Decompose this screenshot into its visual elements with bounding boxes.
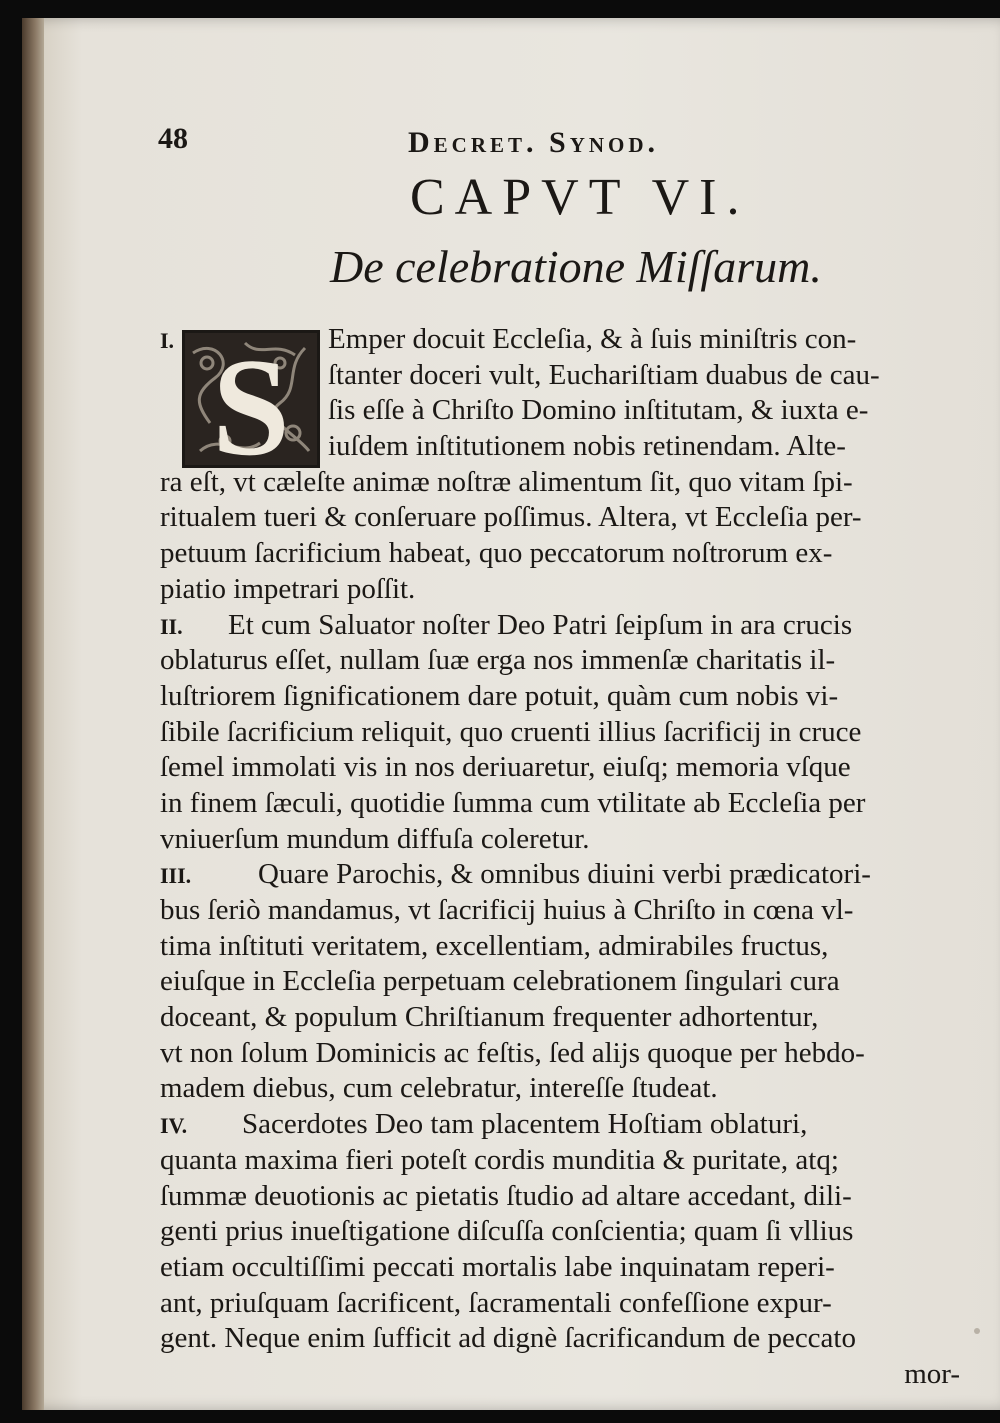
page-number: 48 bbox=[158, 122, 188, 155]
paragraph-number-3: III. bbox=[160, 863, 192, 889]
text-line-11: luſtriorem ſignificationem dare potuit, quàm cum nobis vi- bbox=[160, 679, 839, 712]
text-line-10: oblaturus eſſet, nullam ſuæ erga nos immenſæ charitatis il- bbox=[160, 644, 836, 677]
text-line-6: ritualem tueri & conſeruare poſſimus. Altera, vt Eccleſia per- bbox=[160, 501, 862, 534]
text-line-26: genti prius inueſtigatione diſcuſſa conſcientia; quam ſi vllius bbox=[160, 1215, 854, 1248]
paragraph-number-2: II. bbox=[160, 613, 183, 639]
text-line-20: doceant, & populum Chriſtianum frequenter adhortentur, bbox=[160, 1001, 819, 1034]
text-line-22: madem diebus, cum celebratur, intereſſe ſtudeat. bbox=[160, 1072, 718, 1105]
text-line-28: ant, priuſquam ſacrificent, ſacramentali confeſſione expur- bbox=[160, 1286, 832, 1319]
catchword: mor- bbox=[904, 1357, 960, 1390]
paragraph-number-4: IV. bbox=[160, 1113, 188, 1139]
text-line-5: ra eſt, vt cæleſte animæ noſtræ alimentum ſit, quo vitam ſpi- bbox=[160, 465, 853, 498]
text-line-16: III. Quare Parochis, & omnibus diuini verbi prædicatori- bbox=[160, 857, 960, 893]
text-line-3: ſis eſſe à Chriſto Domino inſtitutam, & iuxta e- bbox=[328, 394, 869, 427]
text-line-23: IV. Sacerdotes Deo tam placentem Hoſtiam oblaturi, bbox=[160, 1107, 960, 1143]
text-line-17: bus ſeriò mandamus, vt ſacrificij huius à Chriſto in cœna vl- bbox=[160, 894, 854, 926]
text-line-25: ſummæ deuotionis ac pietatis ſtudio ad altare accedant, dili- bbox=[160, 1179, 852, 1212]
running-head: Decret. Synod. bbox=[408, 126, 660, 159]
book-gutter bbox=[22, 18, 44, 1410]
text-line-29: gent. Neque enim ſufficit ad dignè ſacrificandum de peccato bbox=[160, 1322, 856, 1355]
drop-cap-letter: S bbox=[212, 330, 290, 485]
text-line-4: iuſdem inſtitutionem nobis retinendam. Alte- bbox=[328, 430, 846, 463]
text-line-8: piatio impetrari poſſit. bbox=[160, 572, 416, 605]
chapter-title: CAPVT VI. bbox=[410, 169, 750, 226]
text-line-1: I. Emper docuit Eccleſia, & à ſuis miniſtris con- bbox=[160, 322, 960, 358]
text-line-13: ſemel immolati vis in nos deriuaretur, eiuſq; memoria vſque bbox=[160, 751, 851, 784]
text-line-18: tima inſtituti veritatem, excellentiam, admirabiles fructus, bbox=[160, 929, 829, 962]
paragraph-number-1: I. bbox=[160, 328, 175, 353]
chapter-subtitle: De celebratione Miſſarum. bbox=[330, 241, 822, 292]
text-line-15: vniuerſum mundum diffuſa coleretur. bbox=[160, 822, 590, 855]
body-text bbox=[160, 322, 960, 1393]
text-line-21: vt non ſolum Dominicis ac feſtis, ſed alijs quoque per hebdo- bbox=[160, 1036, 865, 1069]
text-line-2: ſtanter doceri vult, Euchariſtiam duabus de cau- bbox=[328, 358, 880, 391]
text-line-14: in finem ſæculi, quotidie ſumma cum vtilitate ab Eccleſia per bbox=[160, 786, 866, 819]
text-line-27: etiam occultiſſimi peccati mortalis labe inquinatam reperi- bbox=[160, 1250, 835, 1283]
text-line-12: ſibile ſacrificium reliquit, quo cruenti illius ſacrificij in cruce bbox=[160, 715, 862, 748]
text-line-9: II. Et cum Saluator noſter Deo Patri ſeipſum in ara crucis bbox=[160, 608, 960, 644]
text-line-19: eiuſque in Eccleſia perpetuam celebrationem ſingulari cura bbox=[160, 965, 840, 998]
paper-speck bbox=[974, 1328, 980, 1334]
text-line-7: petuum ſacrificium habeat, quo peccatorum noſtrorum ex- bbox=[160, 537, 833, 570]
text-line-24: quanta maxima fieri poteſt cordis munditia & puritate, atq; bbox=[160, 1143, 839, 1176]
